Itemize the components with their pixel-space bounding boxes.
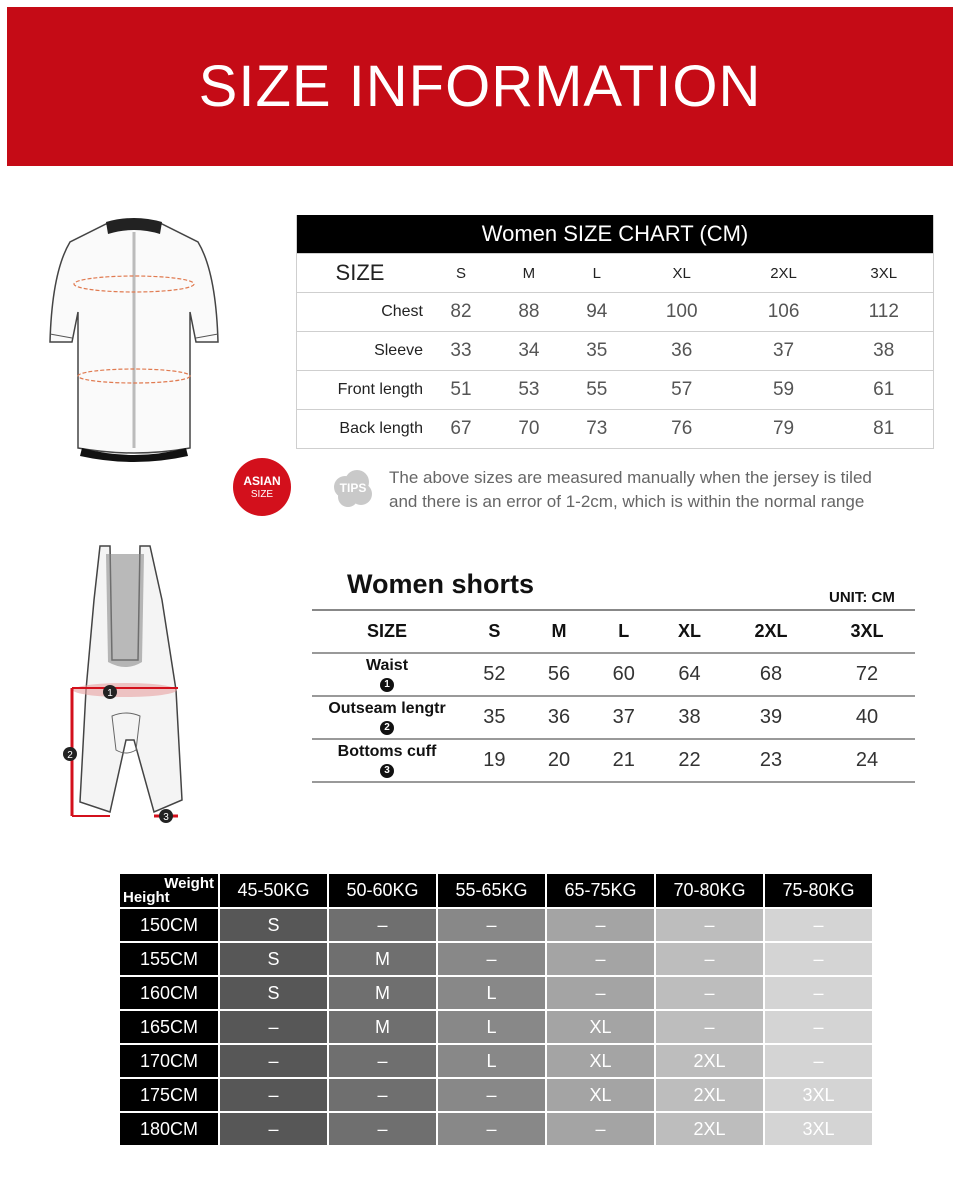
header-banner (7, 7, 953, 166)
table-row: Front length 51 53 55 57 59 61 (297, 371, 934, 410)
bib-shorts-illustration (50, 540, 200, 830)
weight-header-row: Weight Height 45-50KG 50-60KG 55-65KG 65-75KG 70-80KG 75-80KG (120, 874, 874, 909)
tips-badge: TIPS (331, 467, 375, 511)
table-row: 180CM – – – – 2XL 3XL (120, 1113, 874, 1147)
table-row: Waist 1 52 56 60 64 68 72 (312, 653, 915, 696)
table-row: 165CM – M L XL – – (120, 1011, 874, 1045)
table-row: 155CM S M – – – – (120, 943, 874, 977)
table-row: Bottoms cuff 3 19 20 21 22 23 24 (312, 739, 915, 782)
women-shorts-chart (312, 609, 915, 783)
women-size-chart (296, 215, 934, 449)
table-row: Outseam lengtr 2 35 36 37 38 39 40 (312, 696, 915, 739)
chart-title: Women SIZE CHART (CM) (297, 215, 934, 254)
table-row: 170CM – – L XL 2XL – (120, 1045, 874, 1079)
bib-marker-2: 2 (67, 750, 73, 761)
table-row: Sleeve 33 34 35 36 37 38 (297, 332, 934, 371)
table-row: Back length 67 70 73 76 79 81 (297, 410, 934, 449)
marker-2: 2 (380, 721, 394, 735)
table-row: Chest 82 88 94 100 106 112 (297, 293, 934, 332)
shorts-title: Women shorts (347, 569, 535, 599)
bib-marker-1: 1 (107, 688, 113, 699)
asian-size-badge: ASIAN SIZE (233, 458, 291, 516)
height-weight-chart (120, 874, 874, 1147)
jersey-illustration (48, 212, 220, 462)
marker-3: 3 (380, 764, 394, 778)
table-row: 150CM S – – – – – (120, 909, 874, 943)
size-header-row: SIZE S M L XL 2XL 3XL (297, 254, 934, 293)
unit-label: UNIT: CM (829, 589, 895, 606)
table-row: 160CM S M L – – – (120, 977, 874, 1011)
table-row: 175CM – – – XL 2XL 3XL (120, 1079, 874, 1113)
measurement-note: The above sizes are measured manually when the jersey is tiled and there is an error of 1-2cm, which is within the normal range (389, 468, 872, 511)
corner-cell: Weight Height (120, 874, 220, 909)
size-header-row: SIZE S M L XL 2XL 3XL (312, 610, 915, 653)
bib-marker-3: 3 (163, 812, 169, 823)
page-title: SIZE INFORMATION (198, 54, 762, 119)
marker-1: 1 (380, 678, 394, 692)
